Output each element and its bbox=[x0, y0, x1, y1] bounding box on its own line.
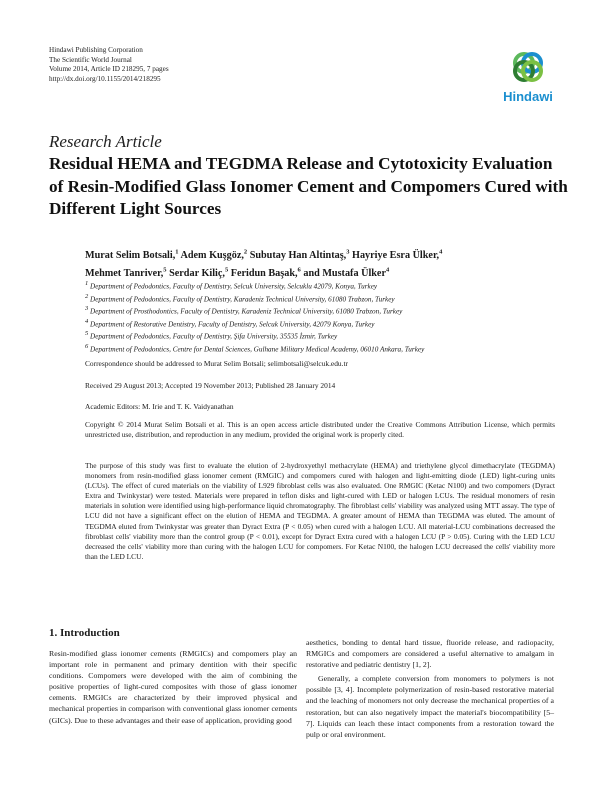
paragraph: Generally, a complete conversion from monomers to polymers is not possible [3, 4]. Incomplete polymerization of resin-based restorative material and the leaching of monomers not only decrease the mechanical properties of a restoration, but can also negatively impact the material's biocompatibility [5–7]. Liquids can leach these intact components from a restoration toward the pulp or oral environment. bbox=[306, 674, 554, 739]
affiliation-list bbox=[85, 279, 555, 355]
affiliation: $^1$ Department of Pedodontics, Faculty of Dentistry, Selcuk University, Selcuklu 42079, Konya, Turkey bbox=[85, 280, 378, 291]
hindawi-logo-text: Hindawi bbox=[503, 89, 553, 104]
author: and Mustafa Ülker$^4$ bbox=[303, 266, 390, 280]
author: Feridun Başak,$^6$ bbox=[230, 266, 301, 280]
abstract: The purpose of this study was first to evaluate the elution of 2-hydroxyethyl methacrylate (HEMA) and triethylene glycol dimethacrylate (TEGDMA) monomers from resin-modified glass ionomer cement (RMGIC) and compomers cured with halogen and light-emitting diode (LED) light-curing units (LCUs). The effect of cured materials on the viability of L929 fibroblast cells was also evaluated. One RMGIC (Ketac N100) and two compomers (Dyract Extra and Twinkystar) were tested. Materials were prepared in teflon disks and light-cured with LED or halogen LCUs. The residual monomers of resin materials in solution were identified using high-performance liquid chromatography. The fibroblast cells' viability was analyzed using MTT assay. The type of LCU did not have a significant effect on the elution of HEMA and TEGDMA. A greater amount of HEMA than TEGDMA was eluted. The amount of TEGDMA eluted from Twinkystar was greater than Dyract Extra (P < 0.05) when cured with a halogen LCU. All material-LCU combinations decreased the fibroblast cells' viability more than the control group (P < 0.01), except for Dyract Extra cured with a halogen LCU (P > 0.05). Curing with the LED LCU decreased the cells' viability more than curing with the halogen LCU for compomers. For Ketac N100, the halogen LCU decreased the cells' viability more than the LED LCU. bbox=[85, 461, 555, 561]
affiliation: $^6$ Department of Pedodontics, Centre for Dental Sciences, Gulhane Military Medical Academy, 06010 Ankara, Turkey bbox=[85, 342, 425, 354]
volume-info: Volume 2014, Article ID 218295, 7 pages bbox=[49, 65, 169, 74]
author: Adem Kuşgöz,$^2$ bbox=[180, 249, 248, 262]
author: Murat Selim Botsali,$^1$ bbox=[85, 249, 179, 262]
article-title: Residual HEMA and TEGDMA Release and Cytotoxicity Evaluation of Resin-Modified Glass Ionomer Cement and Compomers Cured with Different Light Sources bbox=[49, 154, 568, 218]
publisher-name: Hindawi Publishing Corporation bbox=[49, 46, 143, 54]
academic-editors: Academic Editors: M. Irie and T. K. Vaidyanathan bbox=[85, 402, 234, 411]
affiliation: $^5$ Department of Pedodontics, Faculty of Dentistry, Şifa University, 35535 İzmir, Turkey bbox=[85, 330, 338, 341]
journal-header bbox=[49, 46, 169, 84]
correspondence: Correspondence should be addressed to Murat Selim Botsali; selimbotsali@selcuk.edu.tr bbox=[85, 359, 348, 368]
paragraph: aesthetics, bonding to dental hard tissue, fluoride release, and radiopacity, RMGICs and compomers are considered a useful alternative to amalgam in restorative and pediatric dentistry [1, 2]. bbox=[306, 638, 554, 670]
publication-dates: Received 29 August 2013; Accepted 19 November 2013; Published 28 January 2014 bbox=[85, 381, 336, 390]
paragraph: Resin-modified glass ionomer cements (RMGICs) and compomers play an important role in permanent and primary dentition with their specific conditions. Compomers were developed with the aim of combining the positive properties of light-cured composites with those of glass ionomer cements. RMGICs are characterized by their improved physical and mechanical properties in comparison with conventional glass ionomer cements (GICs). Due to these advantages and their ease of application, providing good bbox=[49, 649, 297, 725]
author: Hayriye Esra Ülker,$^4$ bbox=[352, 249, 443, 262]
doi-link[interactable]: http://dx.doi.org/10.1155/2014/218295 bbox=[49, 74, 161, 83]
section-heading: 1. Introduction bbox=[49, 627, 120, 639]
left-column bbox=[49, 627, 297, 726]
journal-name: The Scientific World Journal bbox=[49, 55, 132, 64]
affiliation: $^3$ Department of Prosthodontics, Faculty of Dentistry, Karadeniz Technical University, 61080 Trabzon, Turkey bbox=[85, 305, 403, 316]
affiliation: $^2$ Department of Pedodontics, Faculty of Dentistry, Karadeniz Technical University, 61080 Trabzon, Turkey bbox=[85, 292, 395, 303]
copyright-notice: Copyright © 2014 Murat Selim Botsali et al. This is an open access article distributed under the Creative Commons Attribution License, which permits unrestricted use, distribution, and reproduction in any medium, provided the original work is properly cited. bbox=[85, 420, 555, 440]
author: Mehmet Tanriver,$^5$ bbox=[85, 266, 167, 280]
affiliation: $^4$ Department of Restorative Dentistry, Faculty of Dentistry, Selcuk University, 42079 Konya, Turkey bbox=[85, 317, 375, 329]
article-type: Research Article bbox=[49, 132, 162, 151]
right-column bbox=[306, 637, 554, 740]
author-list bbox=[85, 246, 555, 282]
author: Serdar Kiliç,$^5$ bbox=[169, 266, 229, 280]
author: Subutay Han Altintaş,$^3$ bbox=[249, 249, 350, 262]
